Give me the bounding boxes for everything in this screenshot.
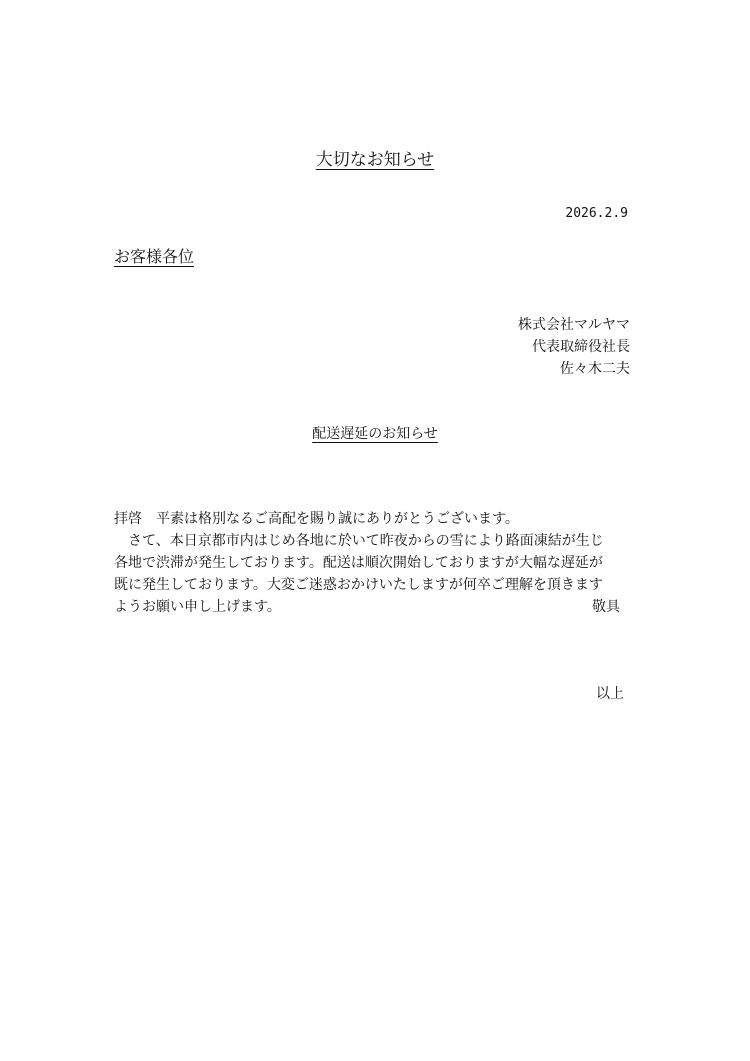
- recipient-line: お客様各位: [114, 247, 195, 266]
- body-line-last: [114, 596, 634, 618]
- document-date: 2026.2.9: [565, 206, 628, 221]
- letter-body: [114, 508, 634, 618]
- closing-word: 敬具: [592, 599, 620, 615]
- end-mark: 以上: [596, 686, 624, 702]
- sender-name: 佐々木二夫: [560, 361, 630, 377]
- body-line-text: ようお願い申し上げます。: [114, 599, 281, 615]
- body-line: さて、本日京都市内はじめ各地に於いて昨夜からの雪により路面凍結が生じ: [114, 533, 604, 549]
- body-line: 各地で渋滞が発生しております。配送は順次開始しておりますが大幅な遅延が: [114, 555, 603, 571]
- document-title: [0, 148, 750, 172]
- subject-heading: [0, 424, 750, 444]
- body-line: 拝啓 平素は格別なるご高配を賜り誠にありがとうございます。: [114, 511, 519, 527]
- sender-position: 代表取締役社長: [532, 339, 630, 355]
- subject-text: 配送遅延のお知らせ: [312, 426, 438, 442]
- body-line: 既に発生しております。大変ご迷惑おかけいたしますが何卒ご理解を頂きます: [114, 577, 603, 593]
- document-title-text: 大切なお知らせ: [315, 150, 435, 170]
- sender-company: 株式会社マルヤマ: [518, 317, 630, 333]
- sender-block: [518, 314, 630, 380]
